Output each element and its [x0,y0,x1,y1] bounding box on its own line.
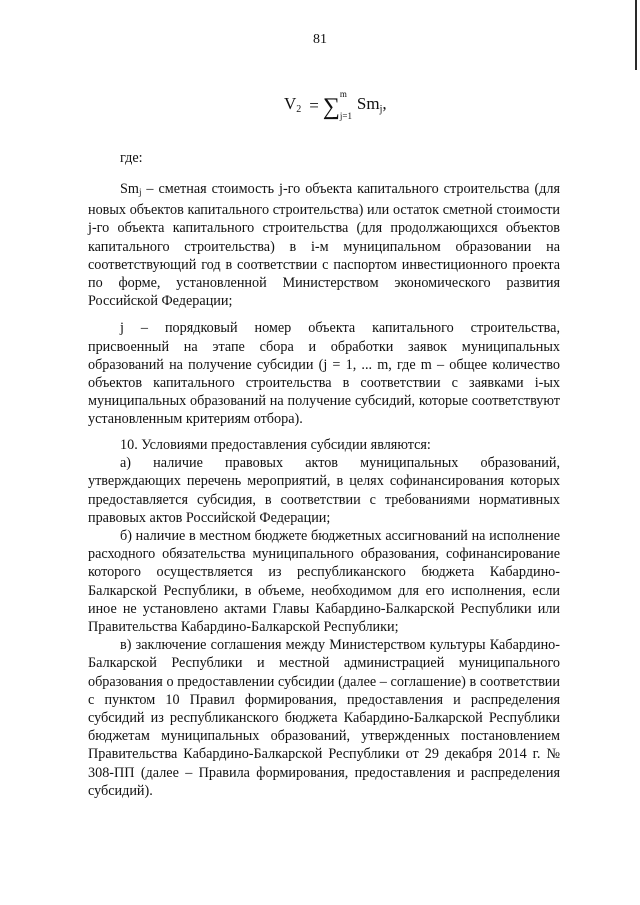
definition-smj [88,180,560,310]
conditions-section [88,436,560,800]
formula-lhs-subscript: 2 [296,104,302,115]
page-number: 81 [313,32,327,47]
definitions-block [88,180,560,429]
formula-tail: , [382,94,387,113]
definition-j [88,319,560,428]
definition-text: – сметная стоимость j-го объекта капитального строительства (для новых объектов капитального строительства) или остаток сметной стоимости j-го объекта капитального строительства (для продолжающихся объектов капитального строительства) в i-м муниципальном образовании на соответствующий год в соответствии с паспортом инвестиционного проекта по форме, установленной Министерством экономического развития Российской Федерации; [88,181,560,310]
condition-item-a: а) наличие правовых актов муниципальных образований, утверждающих перечень мероприятий, в целях софинансирования которых предоставляется субсидия, в соответствии с требованиями нормативных правовых актов Российской Федерации; [88,455,560,526]
formula-term [357,94,387,113]
formula-equals: = [309,95,319,115]
formula-lhs [284,94,301,120]
sum-lower-limit: j=1 [339,111,352,121]
definition-term-subscript: j [138,187,142,197]
formula-lhs-symbol: V [284,94,297,113]
section-heading: 10. Условиями предоставления субсидии являются: [120,437,431,453]
formula-term-subscript: j [379,104,383,115]
definition-text: – порядковый номер объекта капитального строительства, присвоенный на этапе сбора и обработки заявок муниципальных образований на получение субсидии (j = 1, ... m, где m – общее количество объектов капитального строительства в соответствии с заявками i-ых муниципальных образований на получение субсидий, которые соответствуют установленным критериям отбора). [88,320,560,428]
definition-term: Sm [120,181,139,197]
formula-term-symbol: Sm [356,94,380,113]
sum-upper-limit: m [339,89,347,99]
condition-item-c: в) заключение соглашения между Министерством культуры Кабардино-Балкарской Республики и местной администрацией муниципального образования о предоставлении субсидии (далее – соглашение) в соответствии с пунктом 10 Правил формирования, предоставления и распределения субсидий из республиканского бюджета Кабардино-Балкарской Республики бюджетам муниципальных образований, утвержденных постановлением Правительства Кабардино-Балкарской Республики от 29 декабря 2014 г. № 308-ПП (далее – Правила формирования, предоставления и распределения субсидий). [88,637,560,799]
definition-term: j [120,320,124,337]
condition-item-b: б) наличие в местном бюджете бюджетных ассигнований на исполнение расходного обязательства муниципального образования, софинансирование которого осуществляется из республиканского бюджета Кабардино-Балкарской Республики, в объеме, необходимом для его исполнения, если иное не установлено актами Главы Кабардино-Балкарской Республики или Правительства Кабардино-Балкарской Республики; [88,528,560,636]
formula-v2 [284,89,387,122]
sum-sign: ∑ [322,94,340,120]
where-label: где: [120,150,143,166]
formula-sum [322,89,357,122]
